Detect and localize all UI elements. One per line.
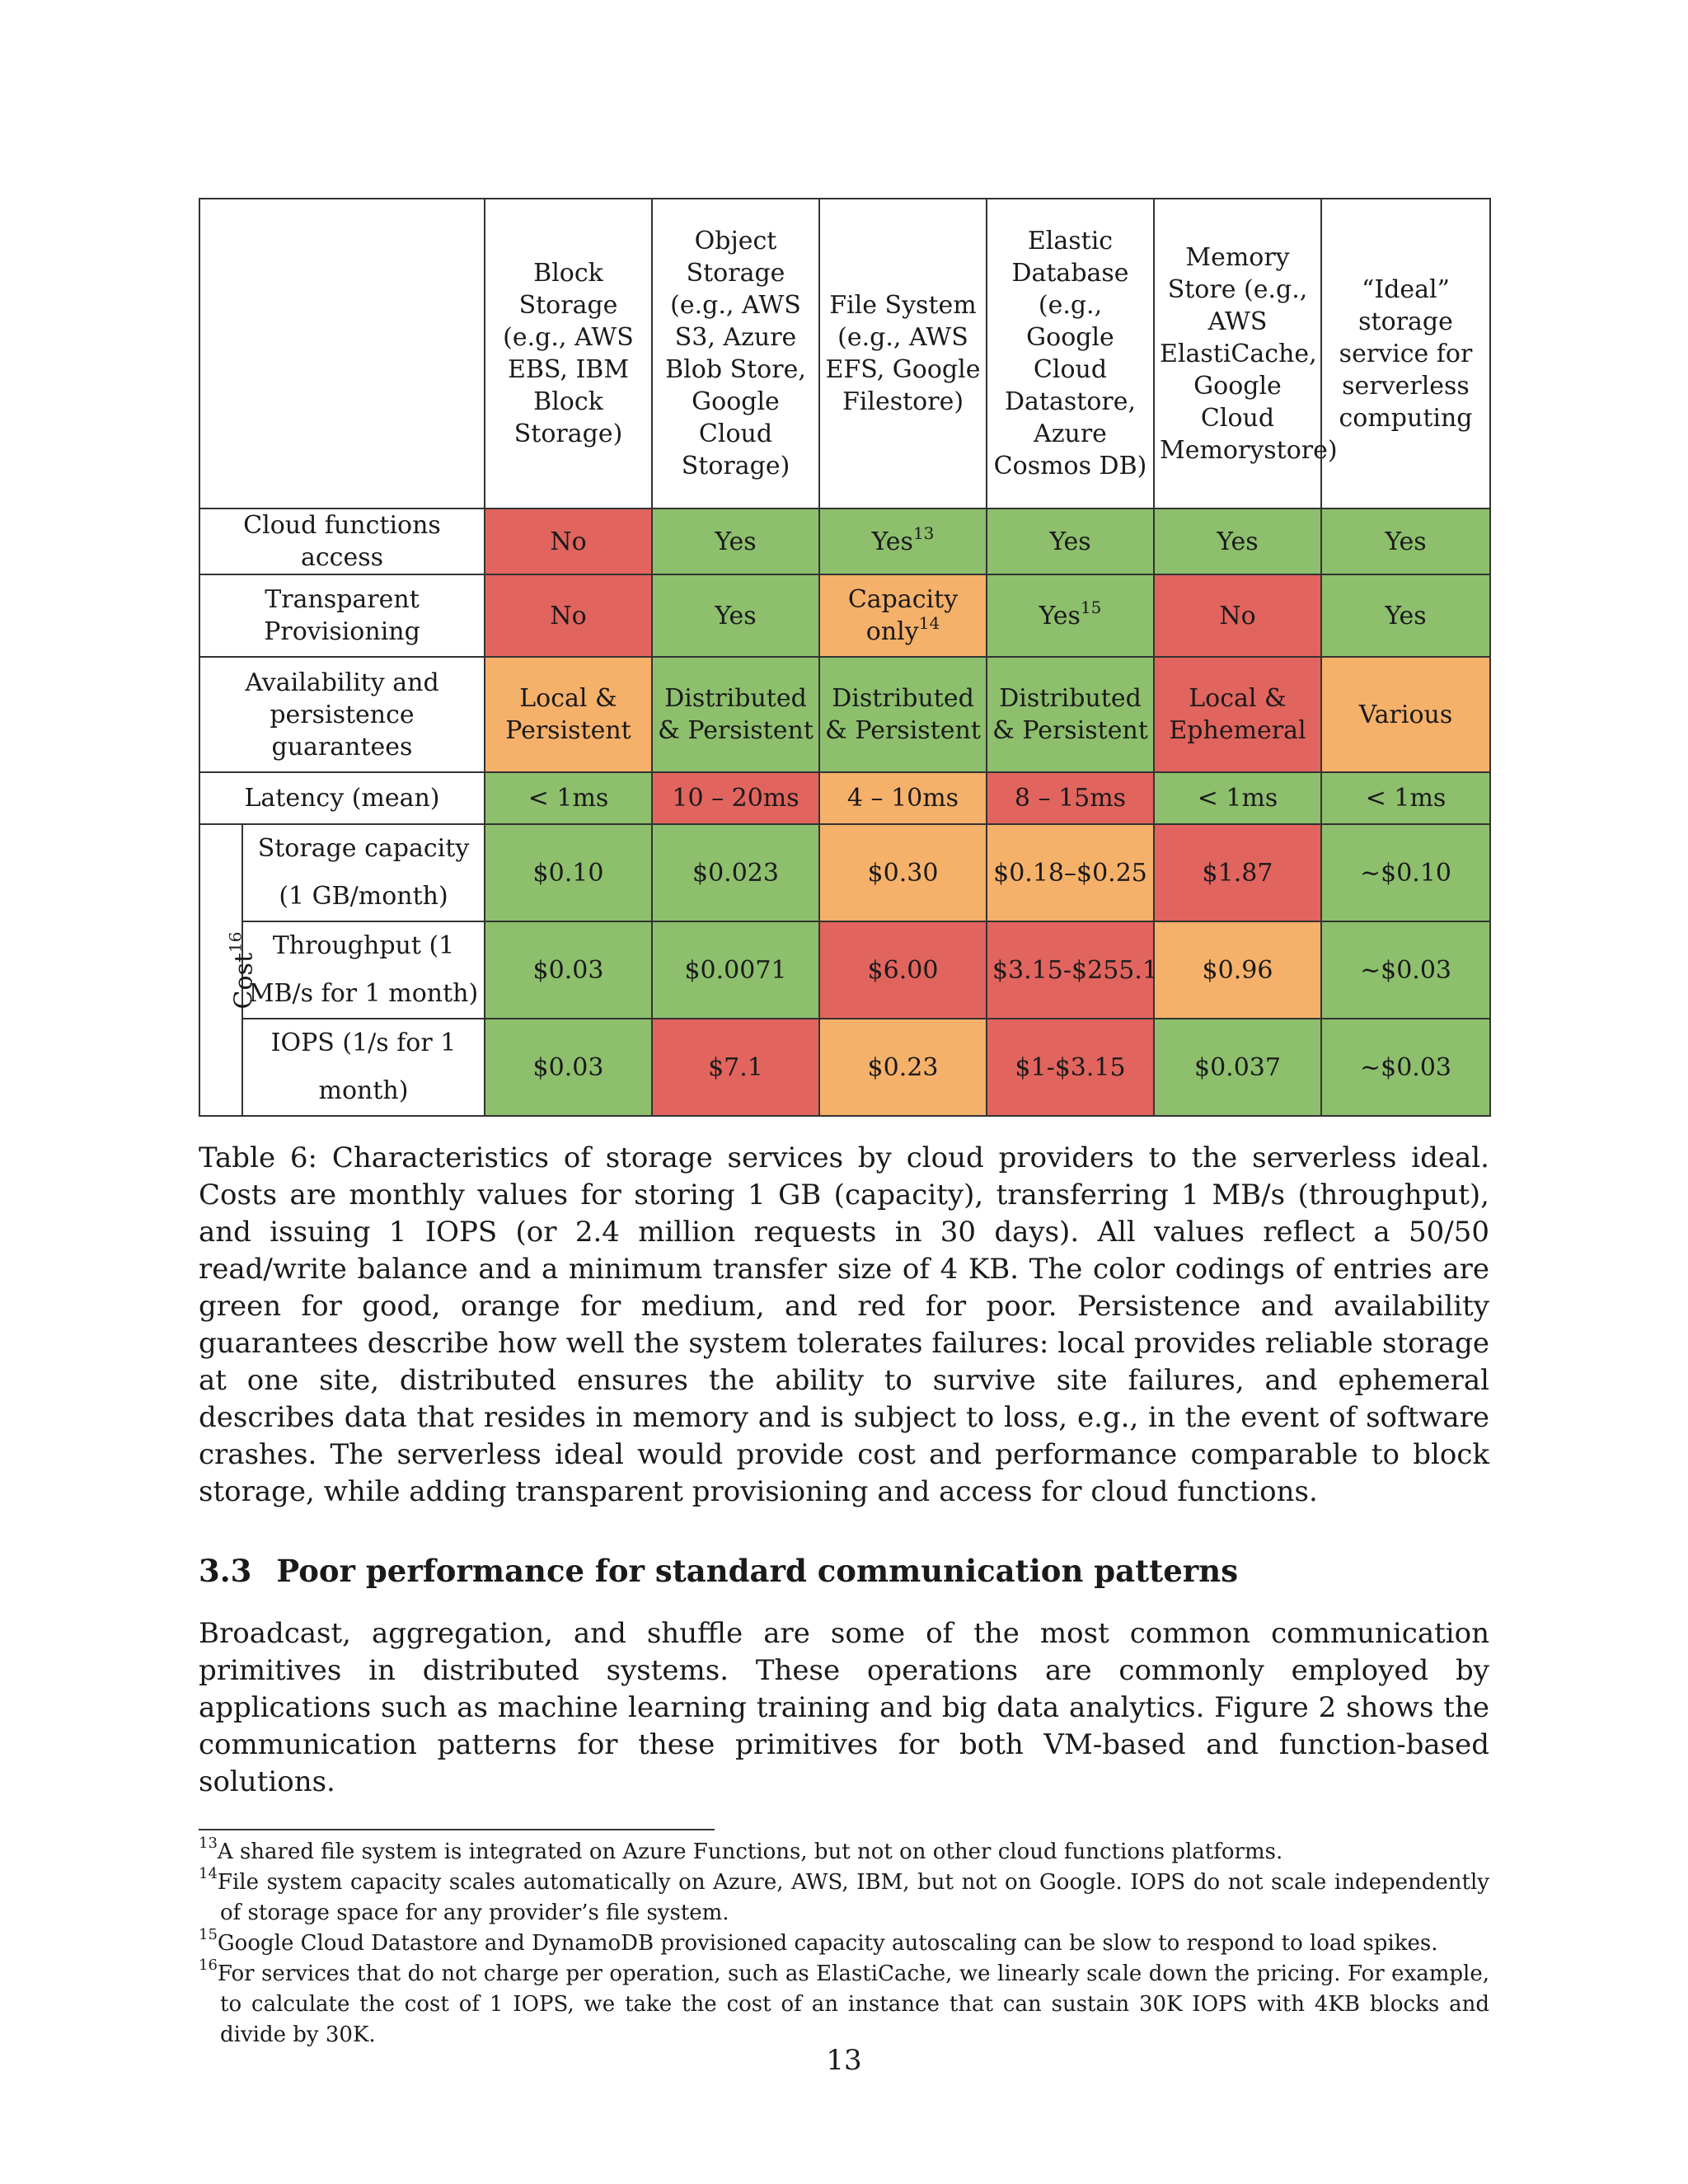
footnote-mark: 15: [199, 1925, 218, 1943]
table-cell: $1.87: [1154, 824, 1321, 921]
footnote-ref: 15: [1080, 597, 1102, 617]
footnote-16: $^{16}$For services that do not charge per operation, such as ElastiCache, we linearly scale down the pricing. For example, to calculate the cost of 1 IOPS, we take the cost of an instance that can sustain 30K IOPS with 4KB blocks and divide by 30K.: [199, 1956, 1489, 2047]
table-cell: Distributed & Persistent: [652, 657, 819, 772]
table-row: [199, 921, 1490, 1019]
table-cell: < 1ms: [1321, 772, 1490, 824]
table-cell: No: [485, 574, 652, 657]
row-label: Storage capacity (1 GB/month): [242, 824, 485, 921]
table-cell: No: [1154, 574, 1321, 657]
row-label: Availability and persistence guarantees: [199, 657, 485, 772]
table-cell: 8 – 15ms: [987, 772, 1154, 824]
table-row: [199, 824, 1490, 921]
footnote-14: $^{14}$File system capacity scales automatically on Azure, AWS, IBM, but not on Google. IOPS do not scale independently of storage space for any provider’s file system.: [199, 1864, 1489, 1925]
footnote-rule: [199, 1829, 715, 1830]
row-label: Throughput (1 MB/s for 1 month): [242, 921, 485, 1019]
cost-group-label: Cost$^{16}$: [199, 824, 242, 1116]
storage-comparison-table: [199, 198, 1491, 1117]
header-block-storage: Block Storage (e.g., AWS EBS, IBM Block Storage): [485, 199, 652, 509]
table-cell: $7.1: [652, 1019, 819, 1116]
table-cell: $0.023: [652, 824, 819, 921]
table-cell: 4 – 10ms: [819, 772, 987, 824]
table-row: [199, 509, 1490, 574]
table-cell: Yes$^{13}$: [819, 509, 987, 574]
table-cell: Distributed & Persistent: [819, 657, 987, 772]
header-corner: [199, 199, 485, 509]
table-header-row: [199, 199, 1490, 509]
table-cell: $0.03: [485, 1019, 652, 1116]
table-row: [199, 574, 1490, 657]
header-object-storage: Object Storage (e.g., AWS S3, Azure Blob Store, Google Cloud Storage): [652, 199, 819, 509]
table-cell: $3.15-$255.1: [987, 921, 1154, 1019]
table-cell: $1-$3.15: [987, 1019, 1154, 1116]
table-cell: $0.03: [485, 921, 652, 1019]
table-cell: Local & Persistent: [485, 657, 652, 772]
table-cell: < 1ms: [1154, 772, 1321, 824]
table-cell: Various: [1321, 657, 1490, 772]
table-cell: Yes: [652, 509, 819, 574]
footnote-ref: 13: [912, 523, 935, 543]
table-cell: $0.23: [819, 1019, 987, 1116]
section-number: 3.3: [199, 1553, 252, 1589]
table-cell: Distributed & Persistent: [987, 657, 1154, 772]
section-body: Broadcast, aggregation, and shuffle are some of the most common communication primitives in distributed systems. These operations are commonly employed by applications such as machine learning training and big data analytics. Figure 2 shows the communication patterns for these primitives for both VM-based and function-based solutions.: [199, 1616, 1489, 1798]
table-cell: ~$0.03: [1321, 1019, 1490, 1116]
row-label: Cloud functions access: [199, 509, 485, 574]
footnote-ref: 16: [225, 931, 246, 953]
footnote-15: $^{15}$Google Cloud Datastore and DynamoDB provisioned capacity autoscaling can be slow to respond to load spikes.: [199, 1925, 1438, 1956]
table-cell: $0.96: [1154, 921, 1321, 1019]
page-number: 13: [826, 2044, 862, 2077]
row-label: Transparent Provisioning: [199, 574, 485, 657]
row-label: Latency (mean): [199, 772, 485, 824]
table-cell: Yes$^{15}$: [987, 574, 1154, 657]
table-cell: $0.30: [819, 824, 987, 921]
footnote-ref: 14: [918, 613, 940, 633]
table-row: [199, 772, 1490, 824]
footnote-13: $^{13}$A shared file system is integrated on Azure Functions, but not on other cloud functions platforms.: [199, 1834, 1283, 1864]
table-cell: Yes: [1321, 574, 1490, 657]
table-cell: ~$0.03: [1321, 921, 1490, 1019]
table-cell: ~$0.10: [1321, 824, 1490, 921]
table-cell: $0.037: [1154, 1019, 1321, 1116]
table-cell: Yes: [1321, 509, 1490, 574]
header-ideal-storage: “Ideal” storage service for serverless computing: [1321, 199, 1490, 509]
table-row: [199, 657, 1490, 772]
header-memory-store: Memory Store (e.g., AWS ElastiCache, Google Cloud Memorystore): [1154, 199, 1321, 509]
table-cell: Yes: [987, 509, 1154, 574]
table-caption: Table 6: Characteristics of storage services by cloud providers to the serverless ideal. Costs are monthly values for storing 1 GB (capacity), transferring 1 MB/s (throughput), and issuing 1 IOPS (or 2.4 million requests in 30 days). All values reflect a 50/50 read/write balance and a minimum transfer size of 4 KB. The color codings of entries are green for good, orange for medium, and red for poor. Persistence and availability guarantees describe how well the system tolerates failures: local provides reliable storage at one site, distributed ensures the ability to survive site failures, and ephemeral describes data that resides in memory and is subject to loss, e.g., in the event of software crashes. The serverless ideal would provide cost and performance comparable to block storage, while adding transparent provisioning and access for cloud functions.: [199, 1141, 1489, 1508]
section-heading: [199, 1552, 1489, 1590]
table-cell: 10 – 20ms: [652, 772, 819, 824]
section-title: Poor performance for standard communication patterns: [276, 1553, 1239, 1589]
table-cell: $6.00: [819, 921, 987, 1019]
table-cell: $0.10: [485, 824, 652, 921]
table-cell: $0.0071: [652, 921, 819, 1019]
table-row: [199, 1019, 1490, 1116]
table-cell: < 1ms: [485, 772, 652, 824]
table-cell: Yes: [1154, 509, 1321, 574]
footnote-mark: 16: [199, 1956, 218, 1974]
footnotes: [199, 1834, 1489, 2050]
table-cell: No: [485, 509, 652, 574]
row-label: IOPS (1/s for 1 month): [242, 1019, 485, 1116]
table-cell: $0.18–$0.25: [987, 824, 1154, 921]
page-content: [199, 198, 1489, 2050]
table-cell: Yes: [652, 574, 819, 657]
table-cell: Capacity only$^{14}$: [819, 574, 987, 657]
footnote-mark: 13: [199, 1834, 218, 1852]
footnote-mark: 14: [199, 1864, 218, 1882]
table-cell: Local & Ephemeral: [1154, 657, 1321, 772]
header-elastic-database: Elastic Database (e.g., Google Cloud Datastore, Azure Cosmos DB): [987, 199, 1154, 509]
header-file-system: File System (e.g., AWS EFS, Google Filestore): [819, 199, 987, 509]
